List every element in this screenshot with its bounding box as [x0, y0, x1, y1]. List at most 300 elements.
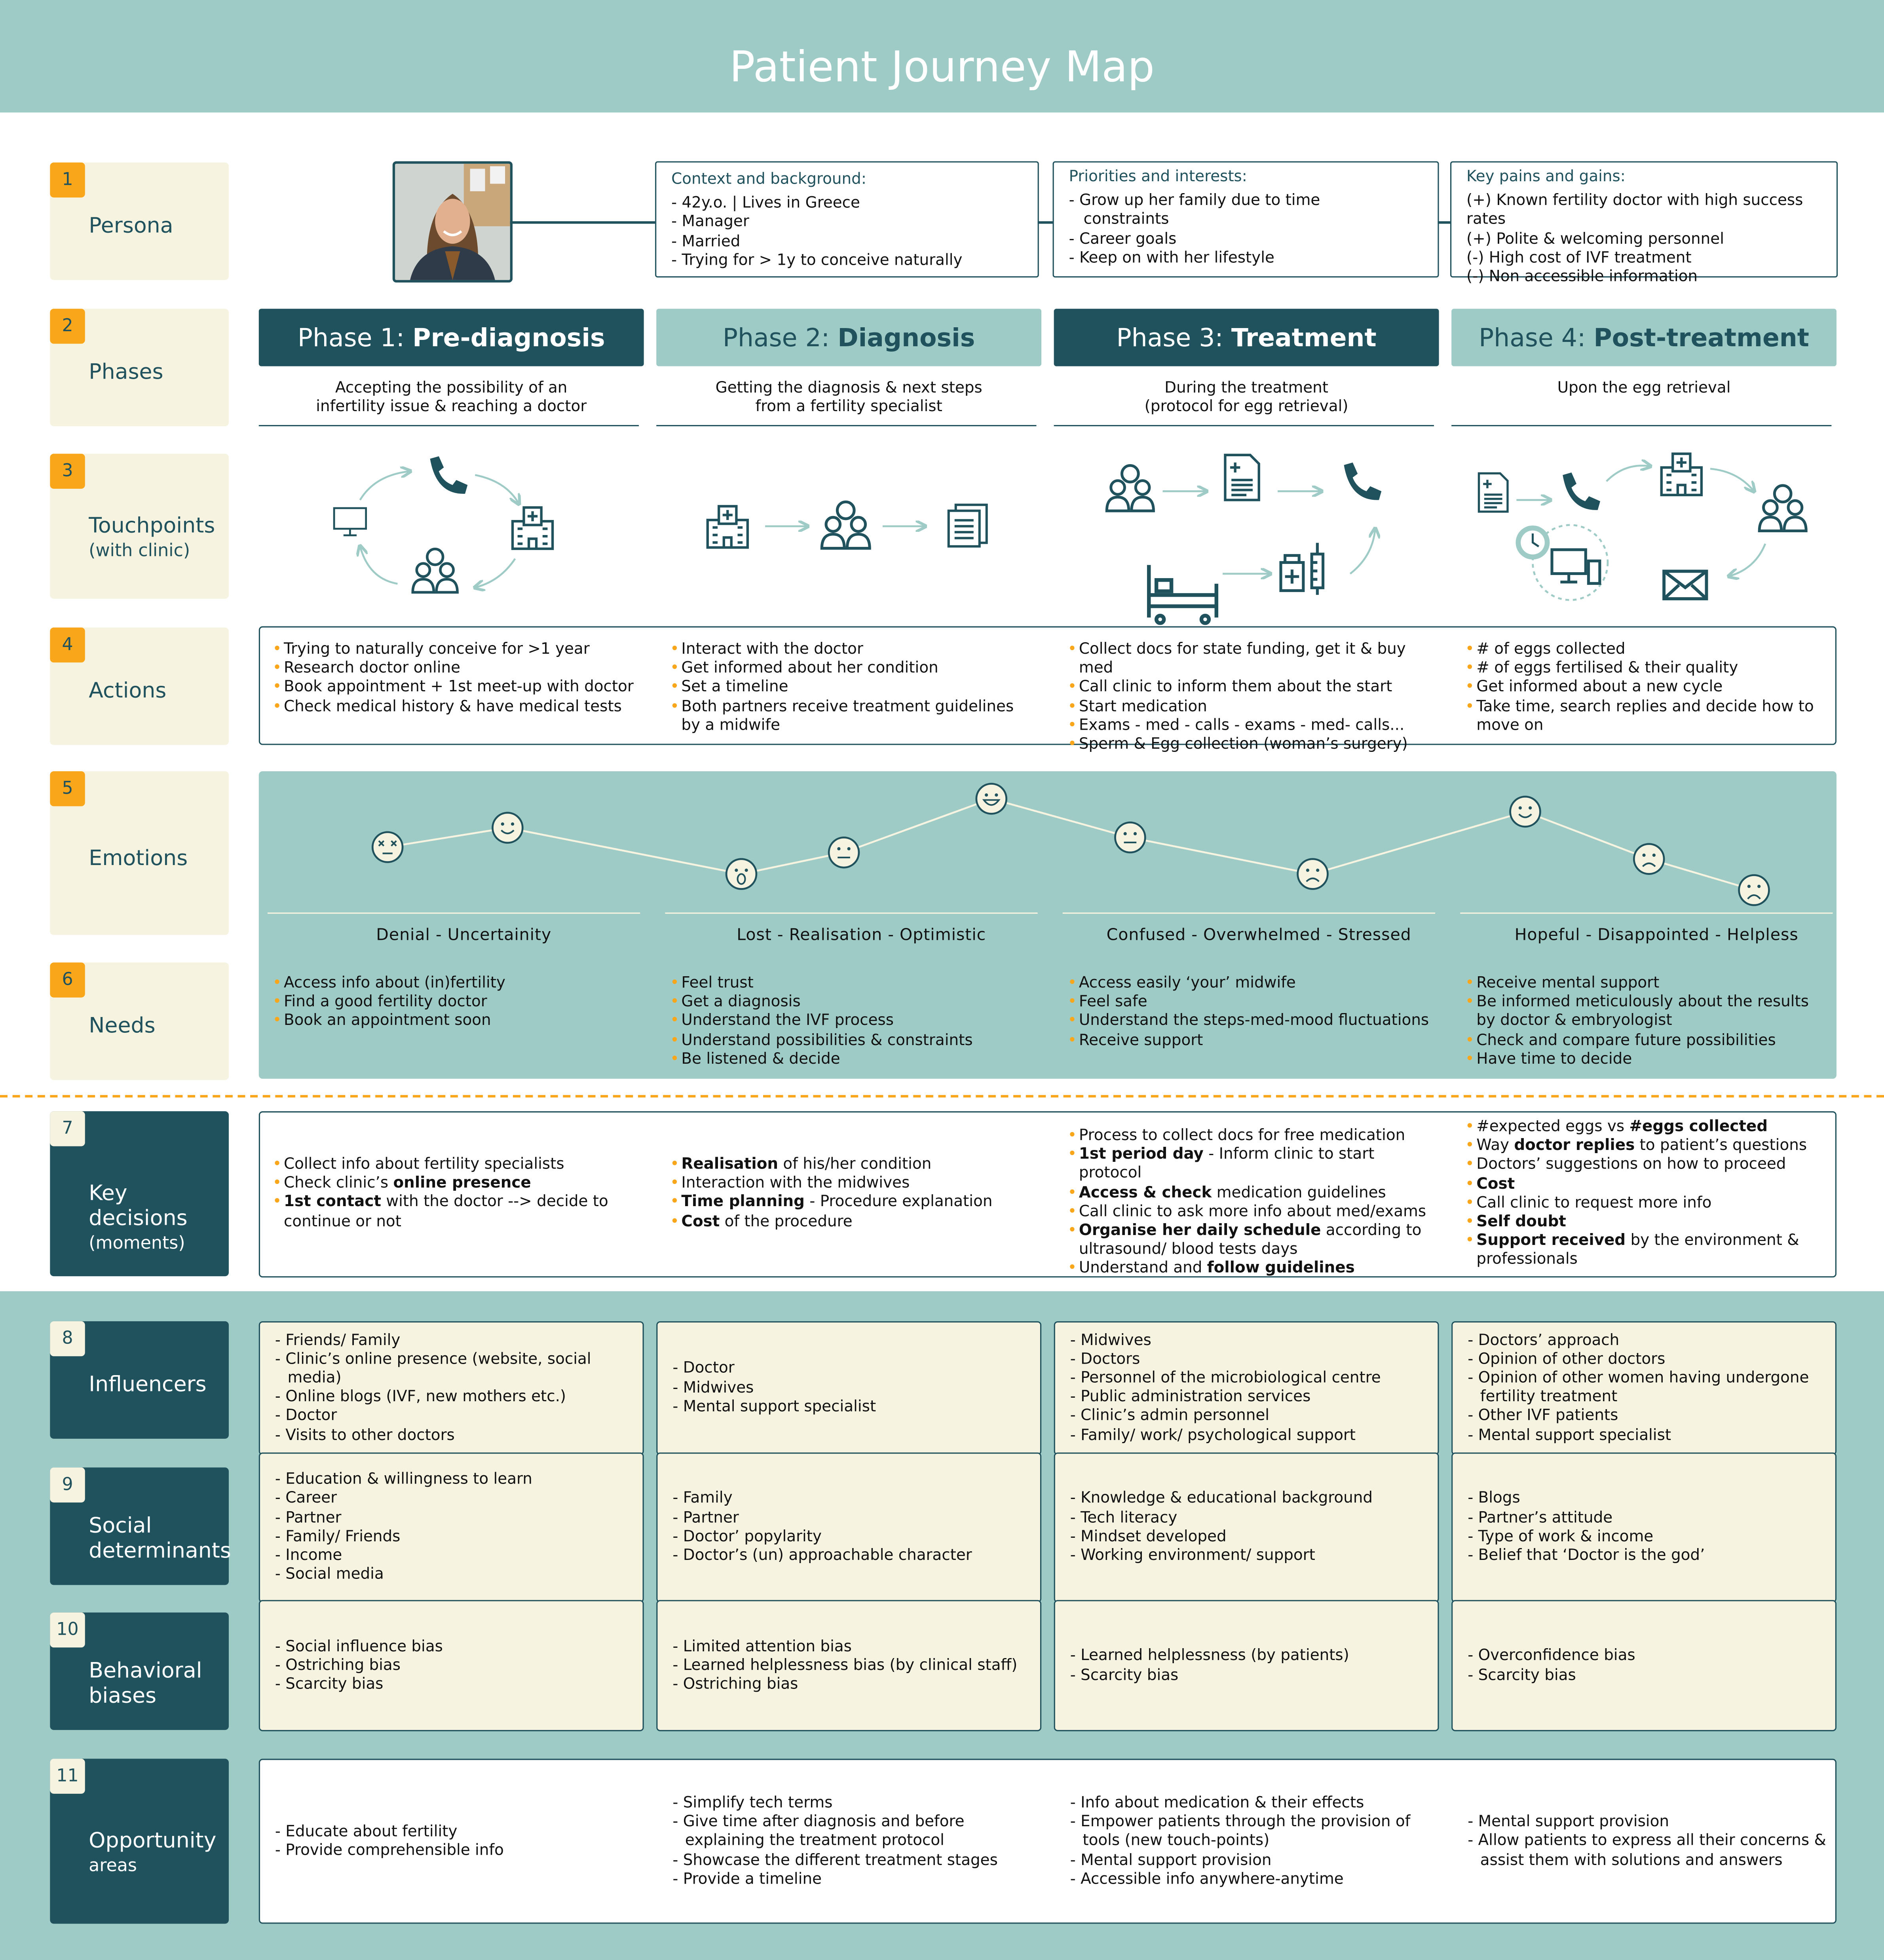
- row-label-behavioral-biases: [50, 1613, 229, 1730]
- row-subtitle: areas: [89, 1856, 137, 1877]
- influencers-item: - Family/ work/ psychological support: [1070, 1426, 1356, 1444]
- page-title: Patient Journey Map: [729, 42, 1155, 93]
- need-item: [1067, 974, 1430, 993]
- persona-priorities-box: [1053, 161, 1439, 277]
- text-segment: Understand the steps-med-mood fluctuations: [1079, 1011, 1429, 1029]
- text-segment: Access info about (in)fertility: [284, 973, 506, 991]
- bold-text: Organise her daily schedule: [1079, 1221, 1321, 1239]
- opportunity-item: - Mental support provision: [1070, 1850, 1272, 1869]
- text-segment: with the doctor --> decide to continue or not: [284, 1193, 608, 1230]
- text-segment: Overconfidence bias: [1478, 1647, 1635, 1664]
- text-segment: Book an appointment soon: [284, 1011, 491, 1029]
- text-segment: Understand and: [1079, 1259, 1207, 1277]
- needs-column: [273, 974, 635, 1031]
- text-segment: Learned helplessness bias (by clinical staff): [683, 1656, 1018, 1674]
- phase-underline: [1054, 425, 1434, 426]
- phone-icon: [1554, 469, 1604, 519]
- social-cell: [259, 1453, 644, 1602]
- actions-column: [1067, 640, 1443, 754]
- text-segment: Accessible info anywhere-anytime: [1081, 1869, 1344, 1888]
- row-title: Phases: [89, 360, 163, 385]
- text-segment: Provide a timeline: [683, 1869, 822, 1888]
- influencers-item: - Opinion of other women having undergone fertility treatment: [1468, 1369, 1809, 1406]
- influencers-cell: [1451, 1321, 1837, 1454]
- social-item-list: [275, 1470, 643, 1584]
- decisions-column: [1465, 1118, 1821, 1269]
- text-segment: Way: [1476, 1136, 1514, 1154]
- emotion-face-grin-icon: [976, 784, 1007, 814]
- text-segment: Doctors: [1081, 1350, 1140, 1368]
- phase-description: [1054, 379, 1439, 417]
- emotion-curve: [0, 771, 1884, 921]
- connector-line: [1438, 221, 1450, 223]
- emotion-divider: [665, 913, 1037, 914]
- text-segment: Partner’s attitude: [1478, 1508, 1613, 1526]
- phase-header-4: [1451, 309, 1837, 366]
- text-segment: Midwives: [1081, 1330, 1151, 1349]
- row-title: Social determinants: [89, 1514, 231, 1564]
- opportunity-column: [672, 1759, 1035, 1924]
- action-item: [1067, 735, 1443, 754]
- row-label-needs: [50, 962, 229, 1080]
- bold-text: Time planning: [681, 1193, 805, 1211]
- need-item: [273, 974, 635, 993]
- row-label-text: [89, 360, 226, 385]
- text-segment: Check clinic’s: [284, 1174, 393, 1192]
- need-item: [1465, 1031, 1828, 1050]
- text-segment: Exams - med - calls - exams - med- calls...: [1079, 716, 1405, 734]
- text-segment: Info about medication & their effects: [1081, 1793, 1364, 1812]
- text-segment: Doctors’ approach: [1478, 1330, 1620, 1349]
- decision-item: [273, 1155, 629, 1174]
- opportunity-item: - Simplify tech terms: [672, 1793, 833, 1812]
- bold-text: 1st period day: [1079, 1145, 1204, 1163]
- opportunity-item-list: [672, 1794, 1035, 1889]
- decision-item-list: [1067, 1126, 1430, 1278]
- opportunity-item: - Educate about fertility: [275, 1822, 458, 1840]
- decision-item: [1465, 1193, 1821, 1212]
- phase-prefix: Phase 1:: [297, 322, 413, 353]
- influencers-item-list: [1468, 1331, 1835, 1445]
- priority-item: - Career goals: [1069, 229, 1177, 247]
- emotion-phase-label: Denial - Uncertainity: [376, 926, 552, 945]
- decision-item: [1465, 1156, 1821, 1174]
- row-number: 5: [50, 771, 85, 806]
- text-segment: - Procedure explanation: [805, 1193, 993, 1211]
- doctors-icon: [1755, 480, 1810, 535]
- phase-name: Diagnosis: [838, 322, 975, 353]
- row-label-influencers: [50, 1321, 229, 1439]
- text-segment: Both partners receive treatment guidelines by a midwife: [681, 697, 1014, 734]
- text-segment: Start medication: [1079, 697, 1207, 715]
- need-item: [1465, 974, 1828, 993]
- decision-item: [1067, 1126, 1430, 1145]
- social-item: - Doctor’ popylarity: [672, 1527, 822, 1545]
- decision-item: [1067, 1259, 1430, 1278]
- text-segment: Showcase the different treatment stages: [683, 1850, 998, 1869]
- influencers-item: - Doctor: [672, 1359, 735, 1377]
- text-segment: Trying to naturally conceive for >1 year: [284, 640, 590, 658]
- row-title: Key decisions: [89, 1181, 188, 1231]
- text-segment: medication guidelines: [1212, 1183, 1386, 1201]
- row-number: 11: [50, 1759, 85, 1793]
- need-item: [273, 1012, 635, 1031]
- text-segment: Feel trust: [681, 973, 754, 991]
- text-segment: Collect info about fertility specialists: [284, 1155, 564, 1173]
- text-segment: Mental support provision: [1081, 1850, 1272, 1869]
- section-divider: [0, 1095, 1884, 1097]
- text-segment: according to ultrasound/ blood tests days: [1079, 1221, 1422, 1258]
- doctors-icon: [1103, 460, 1158, 515]
- emotion-divider: [1460, 913, 1833, 914]
- row-number: 9: [50, 1467, 85, 1502]
- influencers-item: - Clinic’s online presence (website, social media): [275, 1350, 591, 1387]
- phase-description-line: from a fertility specialist: [755, 398, 942, 416]
- row-title: Behavioral biases: [89, 1658, 202, 1709]
- decision-item: [670, 1174, 1026, 1193]
- social-item: - Type of work & income: [1468, 1527, 1654, 1545]
- phase-header-3: [1054, 309, 1439, 366]
- needs-column: [1067, 974, 1430, 1050]
- text-segment: Knowledge & educational background: [1081, 1489, 1373, 1507]
- social-item: - Social media: [275, 1565, 384, 1583]
- decision-item: [670, 1155, 1026, 1174]
- text-segment: Social influence bias: [285, 1637, 443, 1655]
- phase-description-line: During the treatment: [1164, 379, 1329, 397]
- devices-icon: [1548, 541, 1604, 598]
- social-cell: [656, 1453, 1041, 1602]
- needs-column: [670, 974, 1033, 1069]
- persona-pains-box: [1450, 161, 1838, 285]
- text-segment: Mental support specialist: [1478, 1426, 1671, 1444]
- decision-item: [1465, 1212, 1821, 1231]
- row-label-phases: [50, 309, 229, 426]
- text-segment: Research doctor online: [284, 659, 461, 677]
- decision-item: [1067, 1202, 1430, 1221]
- decision-item-list: [273, 1155, 629, 1231]
- text-segment: Visits to other doctors: [285, 1426, 455, 1444]
- row-label-opportunity: [50, 1759, 229, 1924]
- persona-context-box: [655, 161, 1039, 277]
- hospital-icon: [507, 504, 557, 554]
- biases-cell: [259, 1600, 644, 1731]
- biases-item: - Scarcity bias: [1070, 1666, 1179, 1683]
- hospital-icon: [703, 503, 752, 552]
- phase-underline: [259, 425, 639, 426]
- need-item: [1067, 993, 1430, 1012]
- text-segment: Doctor’s (un) approachable character: [683, 1546, 972, 1564]
- phase-prefix: Phase 2:: [722, 322, 838, 353]
- biases-item: - Overconfidence bias: [1468, 1647, 1635, 1664]
- phase-description-line: Accepting the possibility of an: [335, 379, 568, 397]
- text-segment: Ostriching bias: [285, 1656, 401, 1674]
- need-item: [1067, 1012, 1430, 1031]
- influencers-item: - Mental support specialist: [1468, 1426, 1671, 1444]
- action-item: [1067, 640, 1443, 678]
- text-segment: Partner: [285, 1508, 342, 1526]
- text-segment: Understand possibilities & constraints: [681, 1030, 973, 1048]
- text-segment: Social media: [285, 1565, 384, 1583]
- text-segment: Book appointment + 1st meet-up with doctor: [284, 678, 634, 696]
- text-segment: Educate about fertility: [285, 1822, 458, 1840]
- row-subtitle: (with clinic): [89, 541, 190, 562]
- social-item: - Working environment/ support: [1070, 1546, 1315, 1564]
- row-label-actions: [50, 628, 229, 745]
- priorities-heading: Priorities and interests:: [1069, 167, 1247, 185]
- text-segment: Have time to decide: [1476, 1049, 1632, 1068]
- biases-item: - Limited attention bias: [672, 1637, 852, 1655]
- bold-text: Self doubt: [1476, 1212, 1566, 1230]
- phase-description: [656, 379, 1041, 417]
- phase-name: Pre-diagnosis: [412, 322, 605, 353]
- text-segment: Get informed about a new cycle: [1476, 678, 1723, 696]
- row-label-social-determinants: [50, 1467, 229, 1585]
- decisions-column: [670, 1155, 1026, 1231]
- emotion-face-sad-icon: [1634, 844, 1664, 874]
- row-title: Needs: [89, 1013, 156, 1039]
- row-label-text: [89, 1829, 226, 1878]
- social-item: - Family: [672, 1489, 733, 1507]
- need-item-list: [1465, 974, 1828, 1069]
- phone-icon: [421, 452, 471, 502]
- text-segment: Ostriching bias: [683, 1675, 798, 1693]
- bold-text: follow guidelines: [1207, 1259, 1355, 1277]
- biases-item-list: [275, 1637, 643, 1694]
- influencers-item: - Mental support specialist: [672, 1397, 876, 1415]
- row-subtitle: (moments): [89, 1233, 185, 1254]
- opportunity-item: - Accessible info anywhere-anytime: [1070, 1869, 1344, 1888]
- documents-icon: [944, 501, 991, 549]
- text-segment: Partner: [683, 1508, 739, 1526]
- decision-item: [1067, 1145, 1430, 1183]
- text-segment: # of eggs fertilised & their quality: [1476, 659, 1738, 677]
- text-segment: Working environment/ support: [1081, 1546, 1315, 1564]
- emotion-divider: [268, 913, 640, 914]
- clock-icon: [1513, 522, 1553, 562]
- action-item: [1067, 697, 1443, 716]
- text-segment: Scarcity bias: [285, 1675, 384, 1693]
- influencers-item: - Doctors: [1070, 1350, 1140, 1368]
- row-label-key-decisions: [50, 1111, 229, 1276]
- phase-underline: [656, 425, 1036, 426]
- text-segment: Set a timeline: [681, 678, 788, 696]
- emotion-face-neutral-icon: [829, 837, 859, 867]
- bold-text: 1st contact: [284, 1193, 381, 1211]
- decisions-column: [273, 1155, 629, 1231]
- biases-item: - Learned helplessness (by patients): [1070, 1647, 1349, 1664]
- social-item: - Partner’s attitude: [1468, 1508, 1613, 1526]
- context-item: - Trying for > 1y to conceive naturally: [671, 251, 963, 269]
- text-segment: - Inform clinic to start protocol: [1079, 1145, 1375, 1182]
- text-segment: Family/ Friends: [285, 1527, 401, 1545]
- influencers-item: - Visits to other doctors: [275, 1426, 455, 1444]
- text-segment: Career: [285, 1489, 337, 1507]
- emotion-face-shocked-icon: [726, 859, 756, 889]
- row-label-text: [89, 1372, 226, 1397]
- connector-line: [510, 221, 655, 223]
- text-segment: Sperm & Egg collection (woman’s surgery): [1079, 735, 1408, 753]
- text-segment: Other IVF patients: [1478, 1407, 1618, 1425]
- row-number: 3: [50, 454, 85, 489]
- decision-item-list: [670, 1155, 1026, 1231]
- text-segment: Mindset developed: [1081, 1527, 1227, 1545]
- context-heading: Context and background:: [671, 170, 866, 188]
- social-item-list: [1070, 1489, 1438, 1565]
- influencers-item: - Midwives: [672, 1378, 754, 1396]
- text-segment: Clinic’s admin personnel: [1081, 1407, 1270, 1425]
- text-segment: Doctor’ popylarity: [683, 1527, 822, 1545]
- social-item: - Family/ Friends: [275, 1527, 401, 1545]
- emotion-line: [387, 799, 1754, 890]
- emotion-face-neutral-icon: [1115, 822, 1145, 852]
- text-segment: #expected eggs vs: [1476, 1117, 1630, 1135]
- text-segment: of the procedure: [720, 1212, 853, 1230]
- need-item: [670, 993, 1033, 1012]
- biases-cell: [1054, 1600, 1439, 1731]
- influencers-item: - Clinic’s admin personnel: [1070, 1407, 1270, 1425]
- text-segment: Scarcity bias: [1478, 1666, 1576, 1683]
- row-title: Persona: [89, 214, 173, 239]
- emotion-face-sad-icon: [1298, 859, 1328, 889]
- action-item: [273, 640, 635, 659]
- biases-item: - Learned helplessness bias (by clinical staff): [672, 1656, 1018, 1674]
- social-item: - Career: [275, 1489, 337, 1507]
- text-segment: of his/her condition: [778, 1155, 932, 1173]
- text-segment: Call clinic to ask more info about med/exams: [1079, 1202, 1426, 1220]
- social-item: - Tech literacy: [1070, 1508, 1178, 1526]
- pain-gain-item: (-) High cost of IVF treatment: [1466, 249, 1692, 266]
- text-segment: Limited attention bias: [683, 1637, 852, 1655]
- action-item: [670, 678, 1033, 697]
- phase-description: [1451, 379, 1837, 398]
- row-title: Emotions: [89, 845, 188, 871]
- influencers-item-list: [672, 1359, 1040, 1416]
- bold-text: Cost: [681, 1212, 720, 1230]
- priority-item: constraints: [1069, 210, 1169, 228]
- opportunity-item: - Empower patients through the provision of tools (new touch-points): [1070, 1812, 1411, 1850]
- emotion-divider: [1063, 913, 1435, 914]
- context-item: - Married: [671, 232, 741, 250]
- opportunity-item: - Showcase the different treatment stages: [672, 1850, 998, 1869]
- action-item: [670, 659, 1033, 678]
- biases-item: - Ostriching bias: [275, 1656, 401, 1674]
- text-segment: by the environment & professionals: [1476, 1231, 1799, 1268]
- persona-photo: [393, 161, 513, 282]
- social-item: - Blogs: [1468, 1489, 1520, 1507]
- phase-description-line: Upon the egg retrieval: [1557, 379, 1731, 397]
- phase-name: Treatment: [1231, 322, 1377, 353]
- decision-item: [1465, 1231, 1821, 1269]
- context-item: - 42y.o. | Lives in Greece: [671, 194, 860, 212]
- action-item: [1067, 678, 1443, 697]
- text-segment: Be listened & decide: [681, 1049, 840, 1068]
- influencers-item: - Midwives: [1070, 1330, 1151, 1349]
- influencers-item: - Public administration services: [1070, 1388, 1311, 1406]
- decision-item: [1465, 1118, 1821, 1137]
- row-label-persona: [50, 163, 229, 280]
- action-item: [273, 697, 635, 716]
- text-segment: Tech literacy: [1081, 1508, 1178, 1526]
- phase-name: Post-treatment: [1593, 322, 1809, 353]
- doctors-icon: [409, 544, 462, 596]
- influencers-item: - Doctor: [275, 1407, 337, 1425]
- actions-column: [670, 640, 1033, 735]
- need-item: [1465, 1050, 1828, 1069]
- biases-item: - Ostriching bias: [672, 1675, 798, 1693]
- influencers-item: - Other IVF patients: [1468, 1407, 1618, 1425]
- phase-underline: [1451, 425, 1831, 426]
- text-segment: Provide comprehensible info: [285, 1841, 504, 1859]
- opportunity-item-list: [275, 1822, 504, 1860]
- phase-description-line: Getting the diagnosis & next steps: [715, 379, 982, 397]
- emotion-face-smile-icon: [1510, 797, 1540, 827]
- social-item: - Partner: [275, 1508, 342, 1526]
- opportunity-item: - Info about medication & their effects: [1070, 1793, 1364, 1812]
- action-item: [670, 640, 1033, 659]
- need-item: [670, 1050, 1033, 1069]
- row-title: Influencers: [89, 1372, 207, 1398]
- action-item: [273, 659, 635, 678]
- phase-description: [259, 379, 644, 417]
- decision-item: [1067, 1183, 1430, 1202]
- needs-column: [1465, 974, 1828, 1069]
- bed-icon: [1145, 550, 1220, 625]
- decision-item: [273, 1193, 629, 1231]
- social-cell: [1451, 1453, 1837, 1602]
- hospital-icon: [1656, 450, 1706, 500]
- text-segment: Empower patients through the provision of tools (new touch-points): [1081, 1812, 1411, 1850]
- text-segment: Be informed meticulously about the results by doctor & embryologist: [1476, 992, 1809, 1029]
- action-item-list: [1465, 640, 1828, 735]
- action-item: [1067, 716, 1443, 735]
- influencers-item: - Personnel of the microbiological centre: [1070, 1369, 1381, 1387]
- need-item: [1465, 993, 1828, 1031]
- emotion-face-very-sad-icon: [1739, 875, 1769, 905]
- influencers-item: - Friends/ Family: [275, 1330, 401, 1349]
- action-item-list: [1067, 640, 1443, 754]
- row-number: 4: [50, 628, 85, 662]
- connector-line: [1038, 221, 1053, 223]
- monitor-icon: [331, 503, 369, 540]
- action-item: [273, 678, 635, 697]
- social-item: - Mindset developed: [1070, 1527, 1227, 1545]
- bold-text: online presence: [393, 1174, 531, 1192]
- biases-item-list: [672, 1637, 1040, 1694]
- social-item: - Belief that ‘Doctor is the god’: [1468, 1546, 1705, 1564]
- bold-text: Realisation: [681, 1155, 779, 1173]
- phase-description-line: (protocol for egg retrieval): [1144, 398, 1348, 416]
- opportunity-column: [1070, 1759, 1433, 1924]
- social-item: - Income: [275, 1546, 342, 1564]
- decision-item: [1465, 1137, 1821, 1156]
- decision-item-list: [1465, 1118, 1821, 1269]
- text-segment: Get informed about her condition: [681, 659, 938, 677]
- action-item: [1465, 678, 1828, 697]
- text-segment: Mental support specialist: [683, 1397, 876, 1415]
- row-label-text: [89, 1659, 226, 1709]
- context-item: - Manager: [671, 213, 749, 231]
- phone-icon: [1335, 459, 1385, 508]
- phase-description-line: infertility issue & reaching a doctor: [316, 398, 587, 416]
- text-segment: Personnel of the microbiological centre: [1081, 1369, 1381, 1387]
- social-cell: [1054, 1453, 1439, 1602]
- phase-prefix: Phase 4:: [1479, 322, 1594, 353]
- row-title: Opportunity: [89, 1829, 217, 1854]
- influencers-item-list: [1070, 1331, 1438, 1445]
- emotion-face-smile-icon: [492, 813, 522, 843]
- bold-text: Access & check: [1079, 1183, 1212, 1201]
- text-segment: Process to collect docs for free medication: [1079, 1126, 1405, 1144]
